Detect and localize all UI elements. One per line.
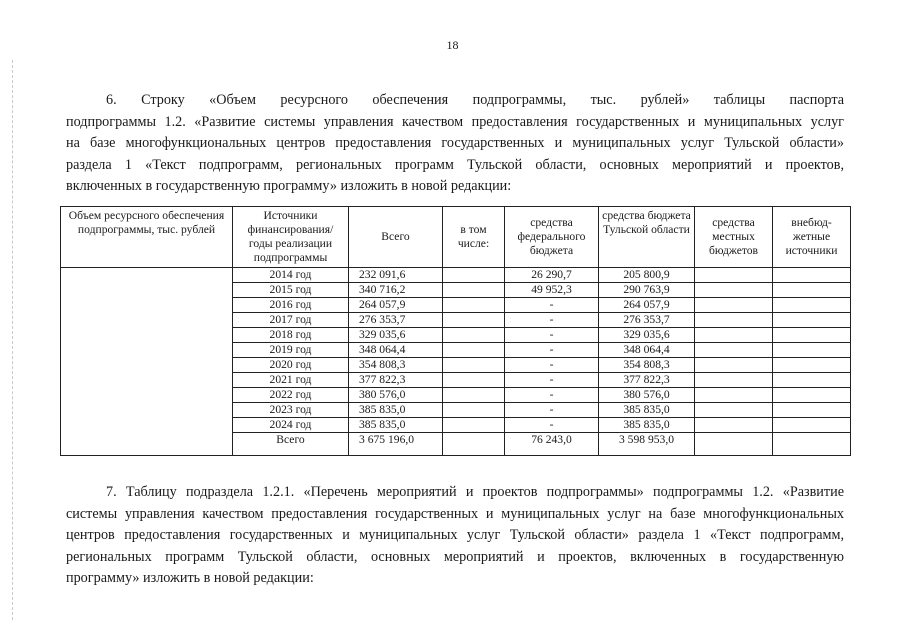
- year-cell: 2023 год: [233, 403, 349, 418]
- including-cell: [443, 403, 505, 418]
- including-cell: [443, 298, 505, 313]
- local-cell: [695, 328, 773, 343]
- including-cell: [443, 433, 505, 456]
- regional-cell: 354 808,3: [599, 358, 695, 373]
- extrabudget-cell: [773, 403, 851, 418]
- including-cell: [443, 283, 505, 298]
- federal-cell: -: [505, 313, 599, 328]
- header-including: в том числе:: [443, 207, 505, 268]
- local-cell: [695, 403, 773, 418]
- year-cell: 2022 год: [233, 388, 349, 403]
- table-header-row: [61, 207, 851, 268]
- year-cell: 2019 год: [233, 343, 349, 358]
- extrabudget-cell: [773, 358, 851, 373]
- federal-cell: -: [505, 373, 599, 388]
- local-cell: [695, 433, 773, 456]
- including-cell: [443, 358, 505, 373]
- regional-total-cell: 3 598 953,0: [599, 433, 695, 456]
- total-cell: 232 091,6: [349, 268, 443, 283]
- regional-cell: 264 057,9: [599, 298, 695, 313]
- regional-cell: 377 822,3: [599, 373, 695, 388]
- extrabudget-cell: [773, 298, 851, 313]
- year-cell: 2018 год: [233, 328, 349, 343]
- paragraph-line: 6. Строку «Объем ресурсного обеспечения подпрограммы, тыс. рублей» таблицы паспорта: [106, 92, 844, 108]
- header-local: средства местных бюджетов: [695, 207, 773, 268]
- total-cell: 276 353,7: [349, 313, 443, 328]
- header-volume: Объем ресурсного обеспечения подпрограммы, тыс. рублей: [61, 207, 233, 268]
- including-cell: [443, 418, 505, 433]
- total-cell: 385 835,0: [349, 403, 443, 418]
- local-cell: [695, 373, 773, 388]
- regional-cell: 385 835,0: [599, 418, 695, 433]
- year-cell: 2014 год: [233, 268, 349, 283]
- scan-edge-line: [12, 60, 14, 620]
- total-cell: 264 057,9: [349, 298, 443, 313]
- paragraph-line: подпрограммы 1.2. «Развитие системы управления качеством предоставления государственных и муниципальных услуг: [66, 113, 844, 130]
- paragraph-line: включенных в государственную программу» изложить в новой редакции:: [66, 178, 512, 195]
- total-cell: 329 035,6: [349, 328, 443, 343]
- local-cell: [695, 298, 773, 313]
- local-cell: [695, 343, 773, 358]
- federal-cell: -: [505, 328, 599, 343]
- including-cell: [443, 313, 505, 328]
- extrabudget-cell: [773, 373, 851, 388]
- paragraph-line: 7. Таблицу подраздела 1.2.1. «Перечень мероприятий и проектов подпрограммы» подпрограммы 1.2. «Развитие: [106, 484, 844, 500]
- federal-cell: -: [505, 358, 599, 373]
- total-cell: 340 716,2: [349, 283, 443, 298]
- resource-table: [60, 206, 851, 456]
- extrabudget-cell: [773, 268, 851, 283]
- volume-cell: [61, 268, 233, 456]
- extrabudget-cell: [773, 313, 851, 328]
- extrabudget-cell: [773, 433, 851, 456]
- extrabudget-cell: [773, 343, 851, 358]
- header-total: Всего: [349, 207, 443, 268]
- federal-cell: 49 952,3: [505, 283, 599, 298]
- paragraph-line: раздела 1 «Текст подпрограмм, региональных программ Тульской области, основных мероприятий и проектов,: [66, 156, 844, 173]
- local-cell: [695, 418, 773, 433]
- header-federal: средства федерального бюджета: [505, 207, 599, 268]
- including-cell: [443, 373, 505, 388]
- federal-cell: 26 290,7: [505, 268, 599, 283]
- regional-cell: 348 064,4: [599, 343, 695, 358]
- regional-cell: 290 763,9: [599, 283, 695, 298]
- including-cell: [443, 328, 505, 343]
- federal-cell: -: [505, 418, 599, 433]
- regional-cell: 205 800,9: [599, 268, 695, 283]
- federal-cell: -: [505, 388, 599, 403]
- extrabudget-cell: [773, 283, 851, 298]
- total-cell: 385 835,0: [349, 418, 443, 433]
- federal-cell: -: [505, 403, 599, 418]
- federal-cell: -: [505, 298, 599, 313]
- paragraph-6: [66, 90, 844, 198]
- regional-cell: 329 035,6: [599, 328, 695, 343]
- extrabudget-cell: [773, 418, 851, 433]
- regional-cell: 380 576,0: [599, 388, 695, 403]
- total-cell: 354 808,3: [349, 358, 443, 373]
- regional-cell: 276 353,7: [599, 313, 695, 328]
- header-sources: Источники финансирования/ годы реализации подпрограммы: [233, 207, 349, 268]
- local-cell: [695, 268, 773, 283]
- local-cell: [695, 313, 773, 328]
- including-cell: [443, 343, 505, 358]
- header-regional: средства бюджета Тульской области: [599, 207, 695, 268]
- extrabudget-cell: [773, 328, 851, 343]
- year-cell: 2016 год: [233, 298, 349, 313]
- including-cell: [443, 268, 505, 283]
- year-cell: 2015 год: [233, 283, 349, 298]
- paragraph-line: системы управления качеством предоставления государственных и муниципальных услуг на базе многофункциональных: [66, 505, 844, 522]
- local-cell: [695, 358, 773, 373]
- paragraph-line: центров предоставления государственных и муниципальных услуг Тульской области» раздела 1 «Текст подпрограмм,: [66, 527, 844, 544]
- federal-cell: -: [505, 343, 599, 358]
- federal-total-cell: 76 243,0: [505, 433, 599, 456]
- local-cell: [695, 388, 773, 403]
- extrabudget-cell: [773, 388, 851, 403]
- local-cell: [695, 283, 773, 298]
- year-cell: 2024 год: [233, 418, 349, 433]
- regional-cell: 385 835,0: [599, 403, 695, 418]
- total-cell: 377 822,3: [349, 373, 443, 388]
- grand-total-cell: 3 675 196,0: [349, 433, 443, 456]
- header-extrabudget: внебюд-жетные источники: [773, 207, 851, 268]
- total-cell: 380 576,0: [349, 388, 443, 403]
- table-row: [61, 268, 851, 283]
- including-cell: [443, 388, 505, 403]
- year-cell: 2020 год: [233, 358, 349, 373]
- paragraph-line: на базе многофункциональных центров предоставления государственных и муниципальных услуг Тульской области»: [66, 135, 844, 152]
- year-cell: 2021 год: [233, 373, 349, 388]
- paragraph-7: [66, 482, 844, 590]
- total-cell: 348 064,4: [349, 343, 443, 358]
- page-number: 18: [446, 38, 459, 52]
- year-cell: 2017 год: [233, 313, 349, 328]
- paragraph-line: региональных программ Тульской области, основных мероприятий и проектов, включенных в государственную: [66, 548, 844, 565]
- paragraph-line: программу» изложить в новой редакции:: [66, 570, 314, 587]
- total-label-cell: Всего: [233, 433, 349, 456]
